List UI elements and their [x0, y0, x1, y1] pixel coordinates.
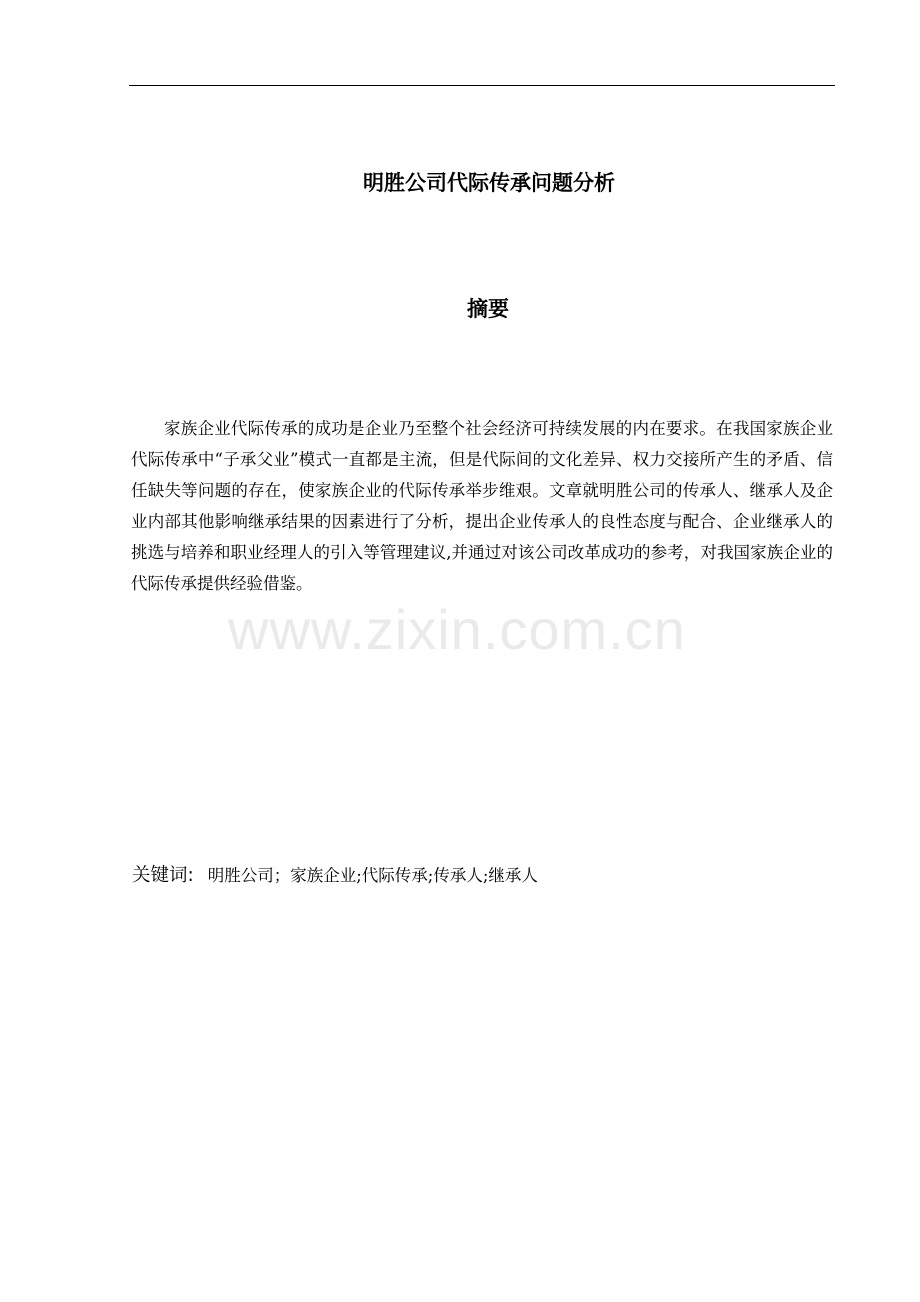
watermark: www.zixin.com.cn — [228, 598, 686, 661]
document-title: 明胜公司代际传承问题分析 — [363, 171, 615, 195]
keywords-line — [132, 863, 832, 889]
abstract-paragraph: 家族企业代际传承的成功是企业乃至整个社会经济可持续发展的内在要求。在我国家族企业代际传承中“子承父业”模式一直都是主流，但是代际间的文化差异、权力交接所产生的矛盾、信任缺失等问题的存在，使家族企业的代际传承举步维艰。文章就明胜公司的传承人、继承人及企业内部其他影响继承结果的因素进行了分析，提出企业传承人的良性态度与配合、企业继承人的挑选与培养和职业经理人的引入等管理建议,并通过对该公司改革成功的参考，对我国家族企业的代际传承提供经验借鉴。 — [131, 419, 833, 593]
abstract-heading: 摘要 — [467, 297, 509, 321]
keywords-value: 明胜公司；家族企业;代际传承;传承人;继承人 — [207, 866, 538, 885]
header-rule — [129, 85, 835, 86]
keywords-label: 关键词: — [132, 865, 194, 886]
